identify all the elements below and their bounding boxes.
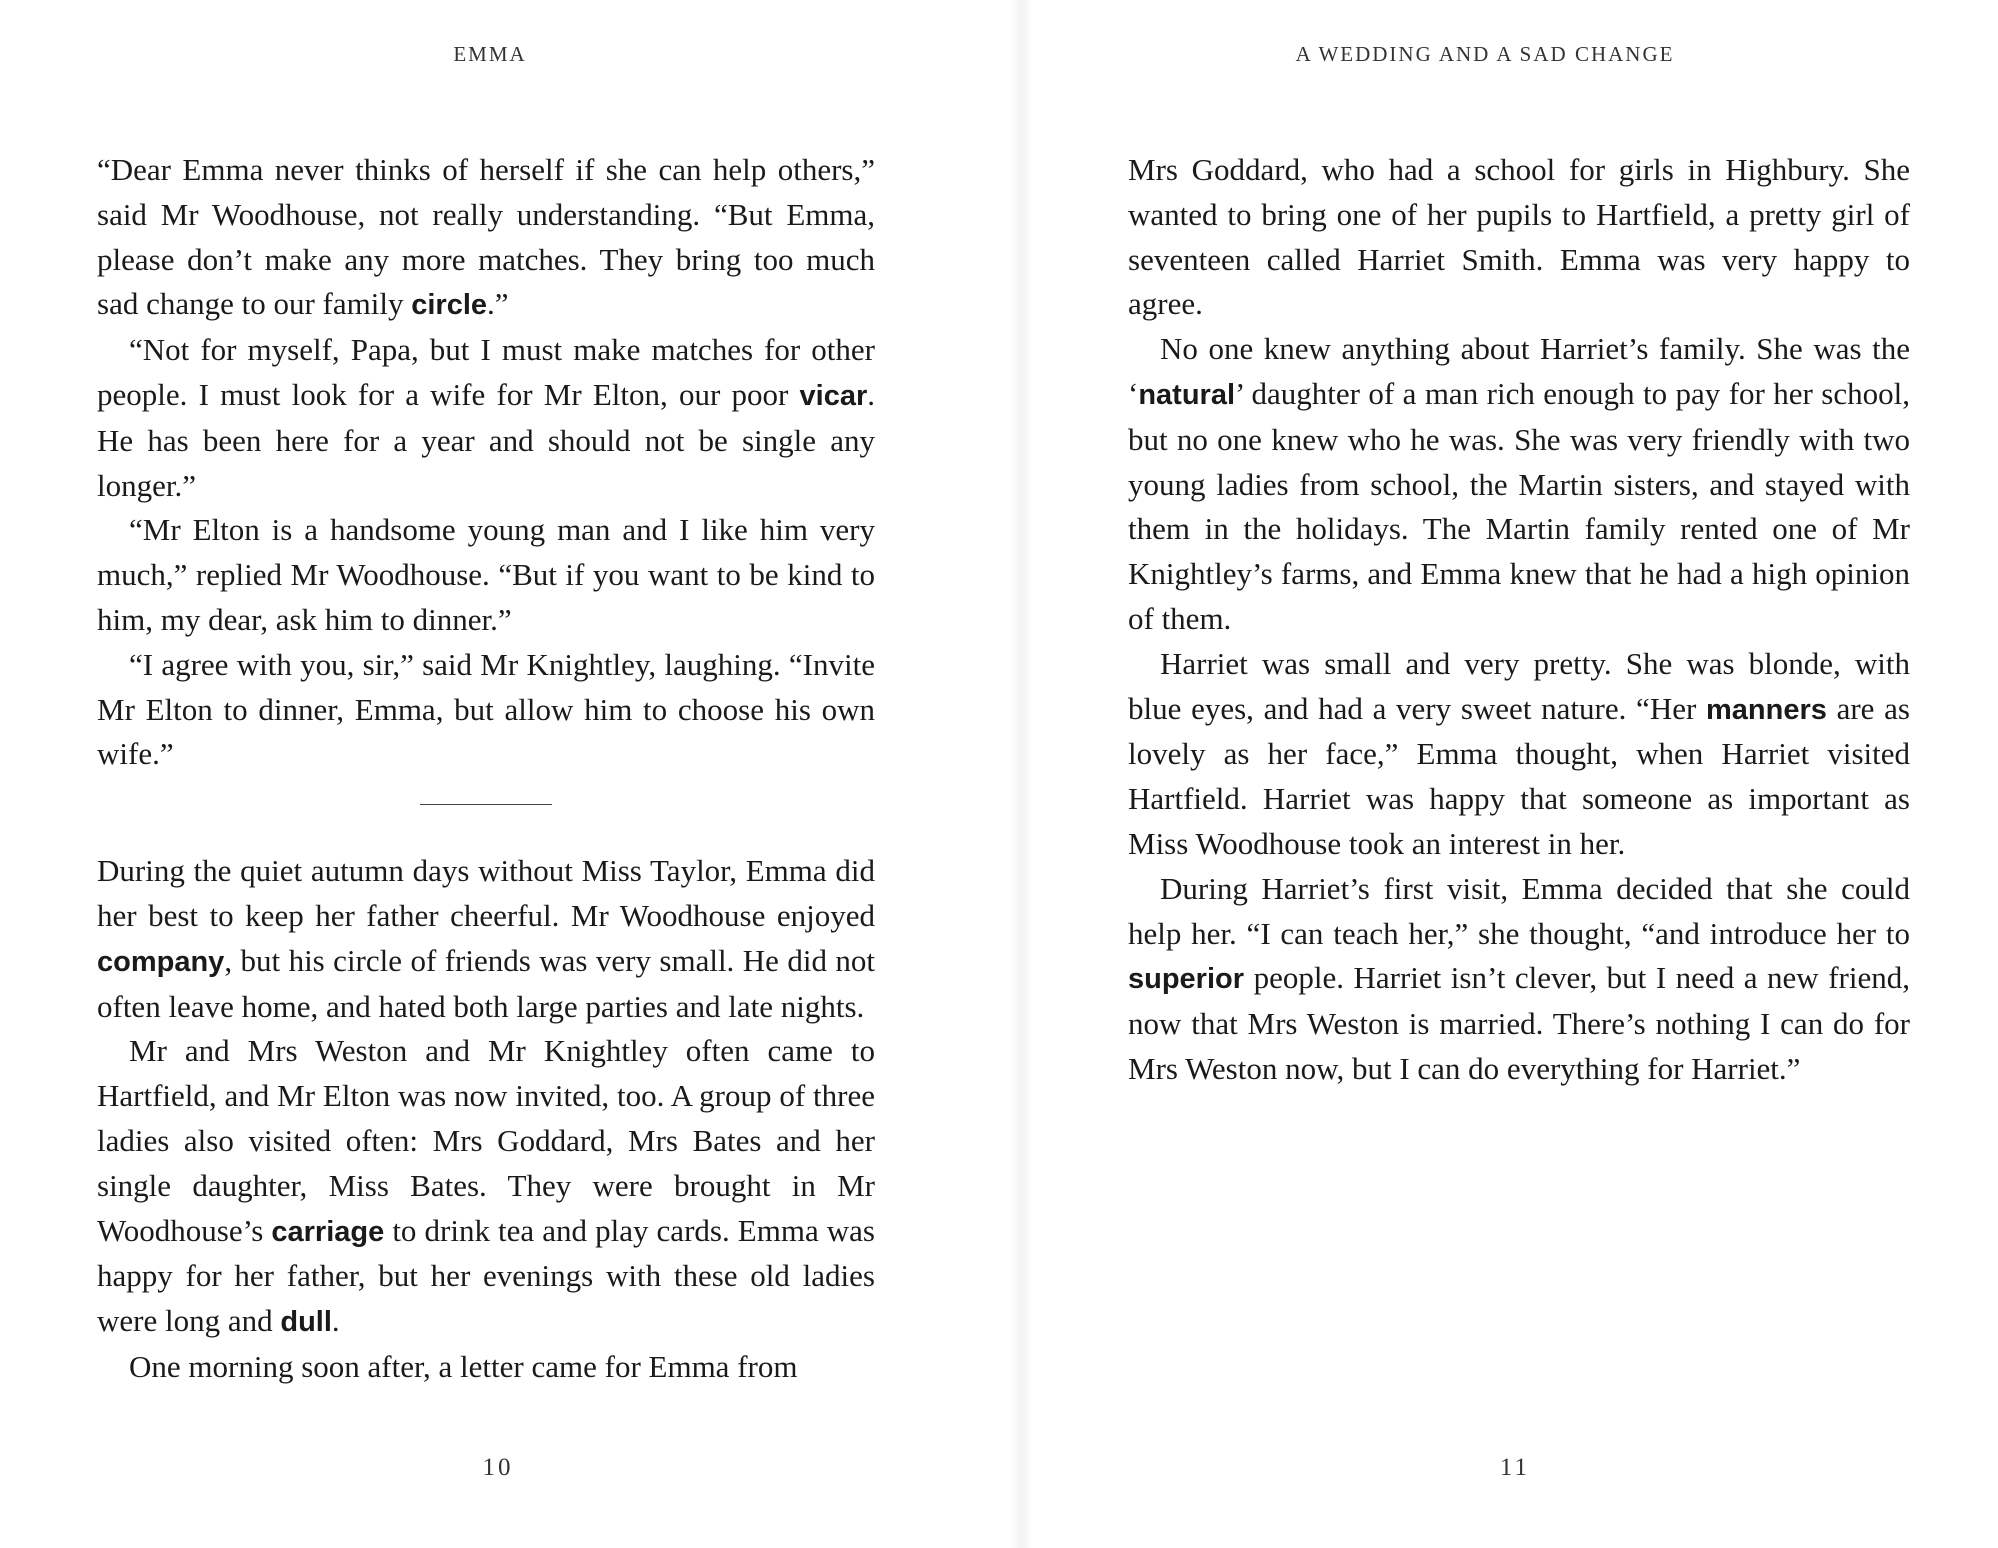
paragraph: No one knew anything about Harriet’s family. She was the ‘natural’ daughter of a man rich enough to pay for her school, but no one knew who he was. She was very friendly with two young ladies from school, the Martin sisters, and stayed with them in the holidays. The Martin family rented one of Mr Knightley’s farms, and Emma knew that he had a high opinion of them. bbox=[1128, 331, 1910, 636]
glossary-term: dull bbox=[280, 1306, 332, 1339]
paragraph: Harriet was small and very pretty. She was blonde, with blue eyes, and had a very sweet nature. “Her manners are as lovely as her face,” Emma thought, when Harriet visited Hartfield. Harriet was happy that someone as important as Miss Woodhouse took an interest in her. bbox=[1128, 645, 1910, 861]
section-break-rule bbox=[420, 804, 552, 805]
glossary-term: carriage bbox=[271, 1215, 385, 1248]
paragraph: “Mr Elton is a handsome young man and I like him very much,” replied Mr Woodhouse. “But if you want to be kind to him, my dear, ask him to dinner.” bbox=[97, 512, 875, 637]
paragraph: One morning soon after, a letter came for Emma from bbox=[129, 1348, 798, 1384]
paragraph: “Not for myself, Papa, but I must make matches for other people. I must look for a wife for Mr Elton, our poor vicar. He has been here for a year and should not be single any longer.” bbox=[97, 332, 875, 503]
paragraph: Mrs Goddard, who had a school for girls in Highbury. She wanted to bring one of her pupils to Hartfield, a pretty girl of seventeen called Harriet Smith. Emma was very happy to agree. bbox=[1128, 152, 1910, 322]
left-page-text bbox=[97, 148, 875, 1390]
glossary-term: manners bbox=[1706, 693, 1827, 726]
right-page-text bbox=[1128, 148, 1910, 1092]
right-page-number: 11 bbox=[1499, 1454, 1530, 1481]
right-running-head: A WEDDING AND A SAD CHANGE bbox=[1295, 42, 1675, 66]
glossary-term: company bbox=[97, 945, 225, 978]
glossary-term: superior bbox=[1128, 963, 1245, 996]
paragraph: “Dear Emma never thinks of herself if she can help others,” said Mr Woodhouse, not really understanding. “But Emma, please don’t make any more matches. They bring too much sad change to our family circle.” bbox=[97, 152, 875, 322]
paragraph: Mr and Mrs Weston and Mr Knightley often came to Hartfield, and Mr Elton was now invited, too. A group of three ladies also visited often: Mrs Goddard, Mrs Bates and her single daughter, Miss Bates. They were brought in Mr Woodhouse’s carriage to drink tea and play cards. Emma was happy for her father, but her evenings with these old ladies were long and dull. bbox=[97, 1033, 875, 1339]
left-page-number: 10 bbox=[482, 1454, 514, 1481]
glossary-term: vicar bbox=[799, 379, 868, 412]
right-page bbox=[1000, 0, 1998, 1548]
left-running-head: EMMA bbox=[453, 42, 527, 66]
paragraph: During the quiet autumn days without Miss Taylor, Emma did her best to keep her father cheerful. Mr Woodhouse enjoyed company, but his circle of friends was very small. He did not often leave home, and hated both large parties and late nights. bbox=[97, 853, 875, 1024]
paragraph: “I agree with you, sir,” said Mr Knightley, laughing. “Invite Mr Elton to dinner, Emma, but allow him to choose his own wife.” bbox=[97, 646, 875, 772]
paragraph: During Harriet’s first visit, Emma decided that she could help her. “I can teach her,” she thought, “and introduce her to superior people. Harriet isn’t clever, but I need a new friend, now that Mrs Weston is married. There’s nothing I can do for Mrs Weston now, but I can do everything for Harriet.” bbox=[1128, 870, 1910, 1086]
glossary-term: circle bbox=[411, 289, 488, 322]
glossary-term: natural bbox=[1138, 378, 1236, 411]
